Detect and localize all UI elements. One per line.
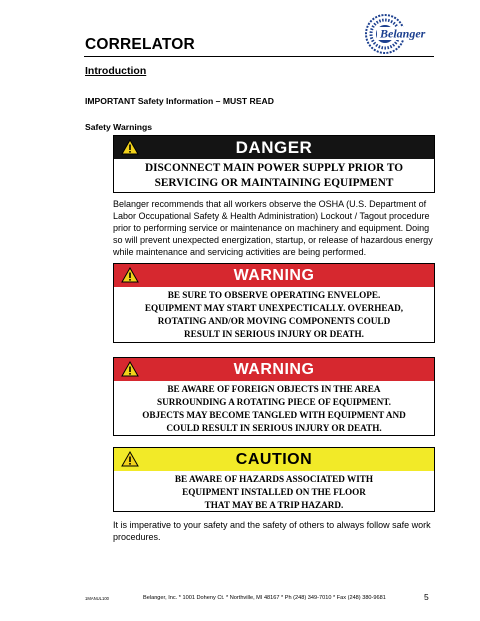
safety-warnings-heading: Safety Warnings: [85, 122, 153, 132]
warning-sign-foreign-objects: [113, 357, 435, 436]
sign-line: DISCONNECT MAIN POWER SUPPLY PRIOR TO: [144, 162, 404, 174]
closing-paragraph: [113, 519, 435, 543]
caution-sign-body: [114, 471, 434, 514]
logo-wordmark: Belanger: [380, 26, 426, 41]
warning-triangle-icon: [121, 267, 139, 283]
danger-sign-body: [114, 159, 434, 193]
sign-line: BE AWARE OF FOREIGN OBJECTS IN THE AREA: [167, 384, 381, 394]
document-title: CORRELATOR: [85, 36, 195, 53]
sign-line: ROTATING AND/OR MOVING COMPONENTS COULD: [157, 316, 391, 326]
sign-line: EQUIPMENT MAY START UNEXPECTICALLY. OVERHEAD,: [144, 303, 404, 313]
paragraph-line: while maintenance and servicing activities are being performed.: [113, 247, 367, 257]
section-heading: Introduction: [85, 65, 147, 77]
caution-label: CAUTION: [235, 450, 313, 468]
warning-sign-body: [114, 381, 434, 437]
paragraph-line: prior to performing service or maintenance on machinery and equipment. Doing: [113, 223, 430, 233]
danger-sign: [113, 135, 435, 193]
header-rule: [84, 56, 434, 57]
warning-label: WARNING: [233, 266, 315, 284]
important-notice: IMPORTANT Safety Information – MUST READ: [85, 96, 274, 106]
warning-label: WARNING: [233, 360, 315, 378]
paragraph-line: procedures.: [113, 532, 161, 542]
warning-triangle-icon: [121, 451, 139, 467]
sign-line: OBJECTS MAY BECOME TANGLED WITH EQUIPMENT AND: [142, 410, 406, 420]
sign-line: THAT MAY BE A TRIP HAZARD.: [204, 500, 344, 510]
caution-sign: [113, 447, 435, 512]
danger-sign-header: [114, 136, 434, 159]
paragraph-line: Labor Occupational Safety & Health Administration) Lockout / Tagout procedure: [113, 211, 430, 221]
sign-line: BE AWARE OF HAZARDS ASSOCIATED WITH: [174, 474, 374, 484]
lockout-tagout-paragraph: [113, 198, 435, 258]
page-number: 5: [424, 592, 429, 602]
paragraph-line: so will prevent unexpected energization, startup, or release of hazardous energy: [113, 235, 433, 245]
warning-sign-header: [114, 358, 434, 381]
sign-line: SERVICING OR MAINTAINING EQUIPMENT: [154, 177, 394, 189]
sign-line: COULD RESULT IN SERIOUS INJURY OR DEATH.: [166, 423, 382, 433]
belanger-logo: [363, 12, 439, 56]
company-address: Belanger, Inc. * 1001 Doheny Ct. * Northville, MI 48167 * Ph (248) 349-7010 * Fax (248) 380-9681: [143, 595, 386, 601]
warning-triangle-icon: [121, 361, 139, 377]
sign-line: BE SURE TO OBSERVE OPERATING ENVELOPE.: [167, 290, 381, 300]
warning-sign-body: [114, 287, 434, 343]
sign-line: SURROUNDING A ROTATING PIECE OF EQUIPMENT.: [157, 397, 391, 407]
caution-sign-header: [114, 448, 434, 471]
sign-line: EQUIPMENT INSTALLED ON THE FLOOR: [182, 487, 366, 497]
danger-label: DANGER: [235, 137, 313, 157]
paragraph-line: It is imperative to your safety and the safety of others to always follow safe work: [113, 520, 431, 530]
document-code: 1MANUL100: [85, 596, 109, 601]
paragraph-line: Belanger recommends that all workers observe the OSHA (U.S. Department of: [113, 199, 427, 209]
warning-triangle-icon: [121, 139, 139, 155]
warning-sign-header: [114, 264, 434, 287]
sign-line: RESULT IN SERIOUS INJURY OR DEATH.: [184, 329, 364, 339]
warning-sign-operating-envelope: [113, 263, 435, 343]
